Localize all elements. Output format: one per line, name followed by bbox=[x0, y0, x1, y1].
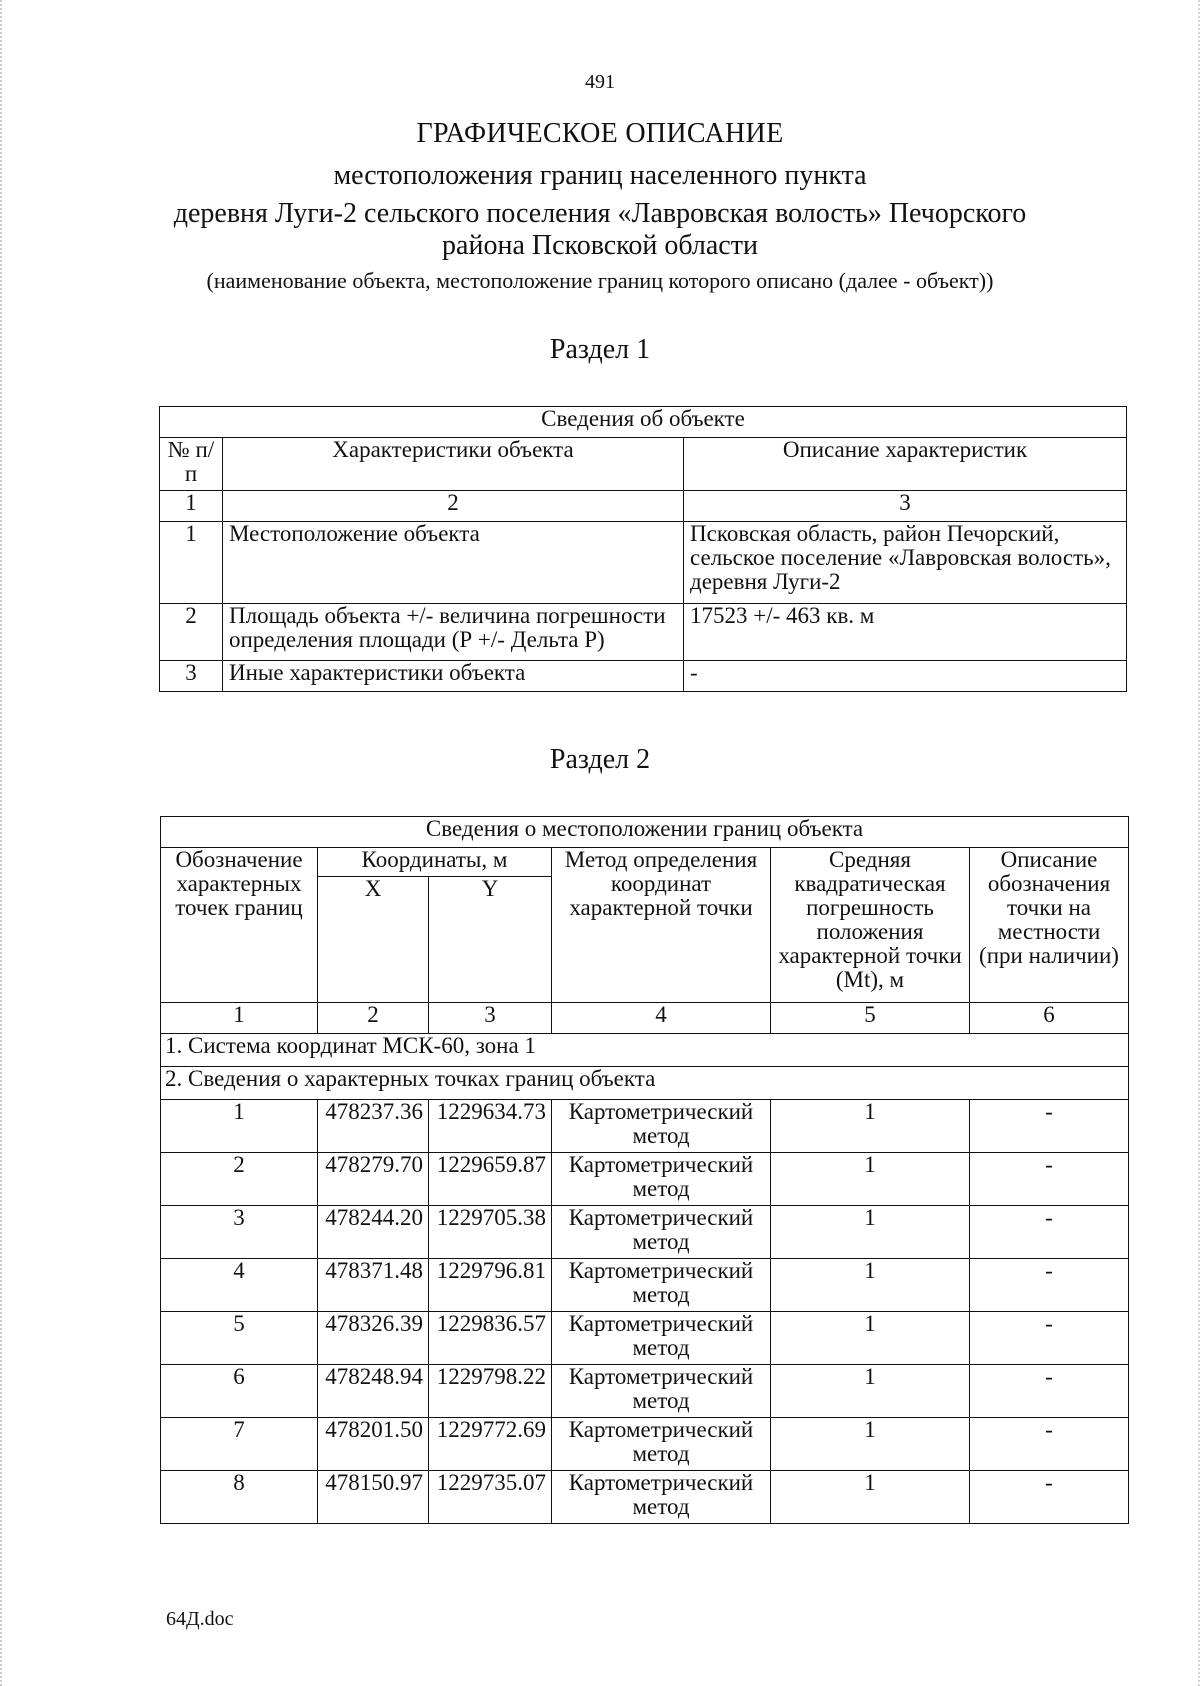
object-info-table bbox=[159, 406, 1127, 692]
point-id: 5 bbox=[161, 1312, 318, 1365]
point-y: 1229705.38 bbox=[429, 1206, 552, 1259]
table-row bbox=[161, 1153, 1129, 1206]
table-row bbox=[161, 1312, 1129, 1365]
characteristic-value: 17523 +/- 463 кв. м bbox=[684, 604, 1127, 661]
characteristic-name: Местоположение объекта bbox=[223, 522, 684, 604]
point-id: 7 bbox=[161, 1418, 318, 1471]
characteristic-name: Иные характеристики объекта bbox=[223, 661, 684, 692]
object-note: (наименование объекта, местоположение границ которого описано (далее - объект)) bbox=[206, 268, 994, 293]
column-number-cell: 1 bbox=[161, 1003, 318, 1034]
point-method: Картометрический метод bbox=[552, 1418, 771, 1471]
column-header-number: № п/п bbox=[160, 438, 223, 491]
point-description: - bbox=[970, 1153, 1129, 1206]
boundary-coordinates-table bbox=[160, 816, 1129, 1524]
section-1-heading: Раздел 1 bbox=[549, 334, 651, 365]
column-header-description: Описание обозначения точки на местности (при наличии) bbox=[970, 848, 1129, 1003]
column-header-x: X bbox=[318, 877, 429, 1003]
points-section-row: 2. Сведения о характерных точках границ объекта bbox=[161, 1067, 1129, 1100]
point-error: 1 bbox=[771, 1100, 970, 1153]
point-y: 1229735.07 bbox=[429, 1471, 552, 1524]
point-id: 4 bbox=[161, 1259, 318, 1312]
point-x: 478279.70 bbox=[318, 1153, 429, 1206]
point-error: 1 bbox=[771, 1418, 970, 1471]
column-number-cell: 5 bbox=[771, 1003, 970, 1034]
point-x: 478371.48 bbox=[318, 1259, 429, 1312]
point-description: - bbox=[970, 1418, 1129, 1471]
point-description: - bbox=[970, 1365, 1129, 1418]
column-header-description: Описание характеристик bbox=[684, 438, 1127, 491]
subtitle-line-1: местоположения границ населенного пункта bbox=[333, 160, 867, 191]
column-header-characteristics: Характеристики объекта bbox=[223, 438, 684, 491]
table-caption: Сведения об объекте bbox=[160, 407, 1127, 438]
point-error: 1 bbox=[771, 1471, 970, 1524]
table-row bbox=[161, 1471, 1129, 1524]
column-header-error: Средняя квадратическая погрешность положения характерной точки (Mt), м bbox=[771, 848, 970, 1003]
point-y: 1229836.57 bbox=[429, 1312, 552, 1365]
point-y: 1229772.69 bbox=[429, 1418, 552, 1471]
point-id: 8 bbox=[161, 1471, 318, 1524]
point-method: Картометрический метод bbox=[552, 1312, 771, 1365]
point-x: 478201.50 bbox=[318, 1418, 429, 1471]
point-method: Картометрический метод bbox=[552, 1206, 771, 1259]
table-row bbox=[161, 1418, 1129, 1471]
column-number-cell: 1 bbox=[160, 491, 223, 522]
column-header-coordinates: Координаты, м bbox=[318, 848, 552, 877]
point-method: Картометрический метод bbox=[552, 1471, 771, 1524]
page-number: 491 bbox=[585, 71, 615, 93]
characteristic-value: - bbox=[684, 661, 1127, 692]
point-description: - bbox=[970, 1100, 1129, 1153]
point-description: - bbox=[970, 1312, 1129, 1365]
column-number-cell: 2 bbox=[318, 1003, 429, 1034]
point-method: Картометрический метод bbox=[552, 1100, 771, 1153]
column-header-method: Метод определения координат характерной точки bbox=[552, 848, 771, 1003]
characteristic-name: Площадь объекта +/- величина погрешности определения площади (Р +/- Дельта Р) bbox=[223, 604, 684, 661]
table-caption: Сведения о местоположении границ объекта bbox=[161, 817, 1129, 848]
document-title: ГРАФИЧЕСКОЕ ОПИСАНИЕ bbox=[416, 118, 784, 149]
coordinate-system-row: 1. Система координат МСК-60, зона 1 bbox=[161, 1034, 1129, 1067]
table-row bbox=[161, 1365, 1129, 1418]
point-id: 6 bbox=[161, 1365, 318, 1418]
point-error: 1 bbox=[771, 1312, 970, 1365]
point-id: 2 bbox=[161, 1153, 318, 1206]
subtitle-line-3: района Псковской области bbox=[442, 230, 758, 261]
column-header-point: Обозначение характерных точек границ bbox=[161, 848, 318, 1003]
column-number-cell: 2 bbox=[223, 491, 684, 522]
point-description: - bbox=[970, 1206, 1129, 1259]
point-description: - bbox=[970, 1471, 1129, 1524]
point-x: 478326.39 bbox=[318, 1312, 429, 1365]
document-filename: 64Д.doc bbox=[166, 1608, 234, 1630]
point-x: 478248.94 bbox=[318, 1365, 429, 1418]
point-y: 1229634.73 bbox=[429, 1100, 552, 1153]
point-y: 1229798.22 bbox=[429, 1365, 552, 1418]
point-id: 1 bbox=[161, 1100, 318, 1153]
column-number-cell: 4 bbox=[552, 1003, 771, 1034]
point-y: 1229659.87 bbox=[429, 1153, 552, 1206]
column-number-cell: 3 bbox=[429, 1003, 552, 1034]
column-number-cell: 3 bbox=[684, 491, 1127, 522]
table-row bbox=[160, 661, 1127, 692]
section-2-heading: Раздел 2 bbox=[549, 744, 651, 775]
table-row bbox=[160, 604, 1127, 661]
point-y: 1229796.81 bbox=[429, 1259, 552, 1312]
column-number-cell: 6 bbox=[970, 1003, 1129, 1034]
table-row bbox=[161, 1206, 1129, 1259]
point-x: 478150.97 bbox=[318, 1471, 429, 1524]
row-number: 2 bbox=[160, 604, 223, 661]
point-method: Картометрический метод bbox=[552, 1259, 771, 1312]
row-number: 3 bbox=[160, 661, 223, 692]
point-x: 478244.20 bbox=[318, 1206, 429, 1259]
characteristic-value: Псковская область, район Печорский, сельское поселение «Лавровская волость», деревня Луги-2 bbox=[684, 522, 1127, 604]
point-error: 1 bbox=[771, 1365, 970, 1418]
table-row bbox=[161, 1100, 1129, 1153]
subtitle-line-2: деревня Луги-2 сельского поселения «Лавровская волость» Печорского bbox=[173, 198, 1027, 229]
point-error: 1 bbox=[771, 1153, 970, 1206]
point-description: - bbox=[970, 1259, 1129, 1312]
point-method: Картометрический метод bbox=[552, 1365, 771, 1418]
point-method: Картометрический метод bbox=[552, 1153, 771, 1206]
point-error: 1 bbox=[771, 1259, 970, 1312]
table-row bbox=[161, 1259, 1129, 1312]
point-x: 478237.36 bbox=[318, 1100, 429, 1153]
point-error: 1 bbox=[771, 1206, 970, 1259]
column-header-y: Y bbox=[429, 877, 552, 1003]
row-number: 1 bbox=[160, 522, 223, 604]
table-row bbox=[160, 522, 1127, 604]
point-id: 3 bbox=[161, 1206, 318, 1259]
